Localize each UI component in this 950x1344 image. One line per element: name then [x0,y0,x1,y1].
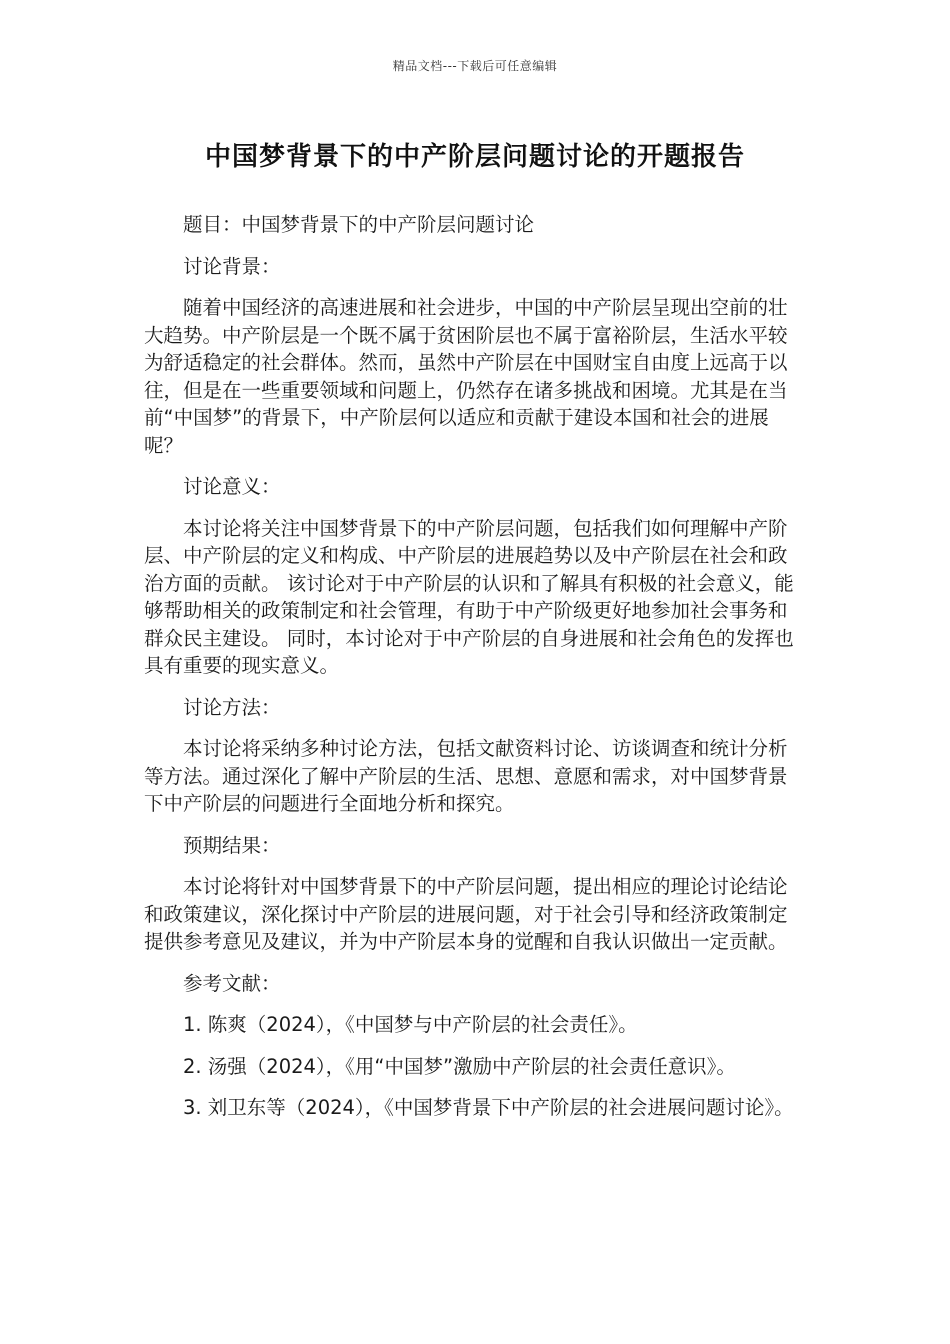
results-paragraph: 本讨论将针对中国梦背景下的中产阶层问题，提出相应的理论讨论结论和政策建议，深化探讨中产阶层的进展问题，对于社会引导和经济政策制定提供参考意见及建议，并为中产阶层本身的觉醒和自我认识做出一定贡献。 [144,875,788,953]
significance-heading: 讨论意义： [183,475,281,498]
references-heading: 参考文献： [183,971,281,995]
document-title: 中国梦背景下的中产阶层问题讨论的开题报告 [204,142,745,172]
results-heading: 预期结果： [183,833,281,857]
method-heading: 讨论方法： [183,695,281,719]
reference-item: 2. 汤强（2024），《用“中国梦”激励中产阶层的社会责任意识》。 [183,1054,736,1078]
background-heading: 讨论背景： [183,254,281,278]
background-paragraph: 随着中国经济的高速进展和社会进步，中国的中产阶层呈现出空前的壮大趋势。中产阶层是一个既不属于贫困阶层也不属于富裕阶层，生活水平较为舒适稳定的社会群体。然而，虽然中产阶层在中国财宝自由度上远高于以往，但是在一些重要领域和问题上，仍然存在诸多挑战和困境。尤其是在当前“中国梦”的背景下，中产阶层何以适应和贡献于建设本国和社会的进展呢？ [144,296,788,457]
header-note: 精品文档---下载后可任意编辑 [392,59,558,73]
document-body [144,211,796,1136]
significance-paragraph: 本讨论将关注中国梦背景下的中产阶层问题，包括我们如何理解中产阶层、中产阶层的定义和构成、中产阶层的进展趋势以及中产阶层在社会和政治方面的贡献。 该讨论对于中产阶层的认识和了解具有积极的社会意义，能够帮助相关的政策制定和社会管理，有助于中产阶级更好地参加社会事务和群众民主建设。 同时，本讨论对于中产阶层的自身进展和社会角色的发挥也具有重要的现实意义。 [144,516,794,677]
reference-item: 3. 刘卫东等（2024），《中国梦背景下中产阶层的社会进展问题讨论》。 [183,1096,794,1119]
method-paragraph: 本讨论将采纳多种讨论方法，包括文献资料讨论、访谈调查和统计分析等方法。通过深化了解中产阶层的生活、思想、意愿和需求，对中国梦背景下中产阶层的问题进行全面地分析和探究。 [144,737,788,815]
topic-line: 题目：中国梦背景下的中产阶层问题讨论 [183,213,535,236]
reference-item: 1. 陈爽（2024），《中国梦与中产阶层的社会责任》。 [183,1013,638,1036]
